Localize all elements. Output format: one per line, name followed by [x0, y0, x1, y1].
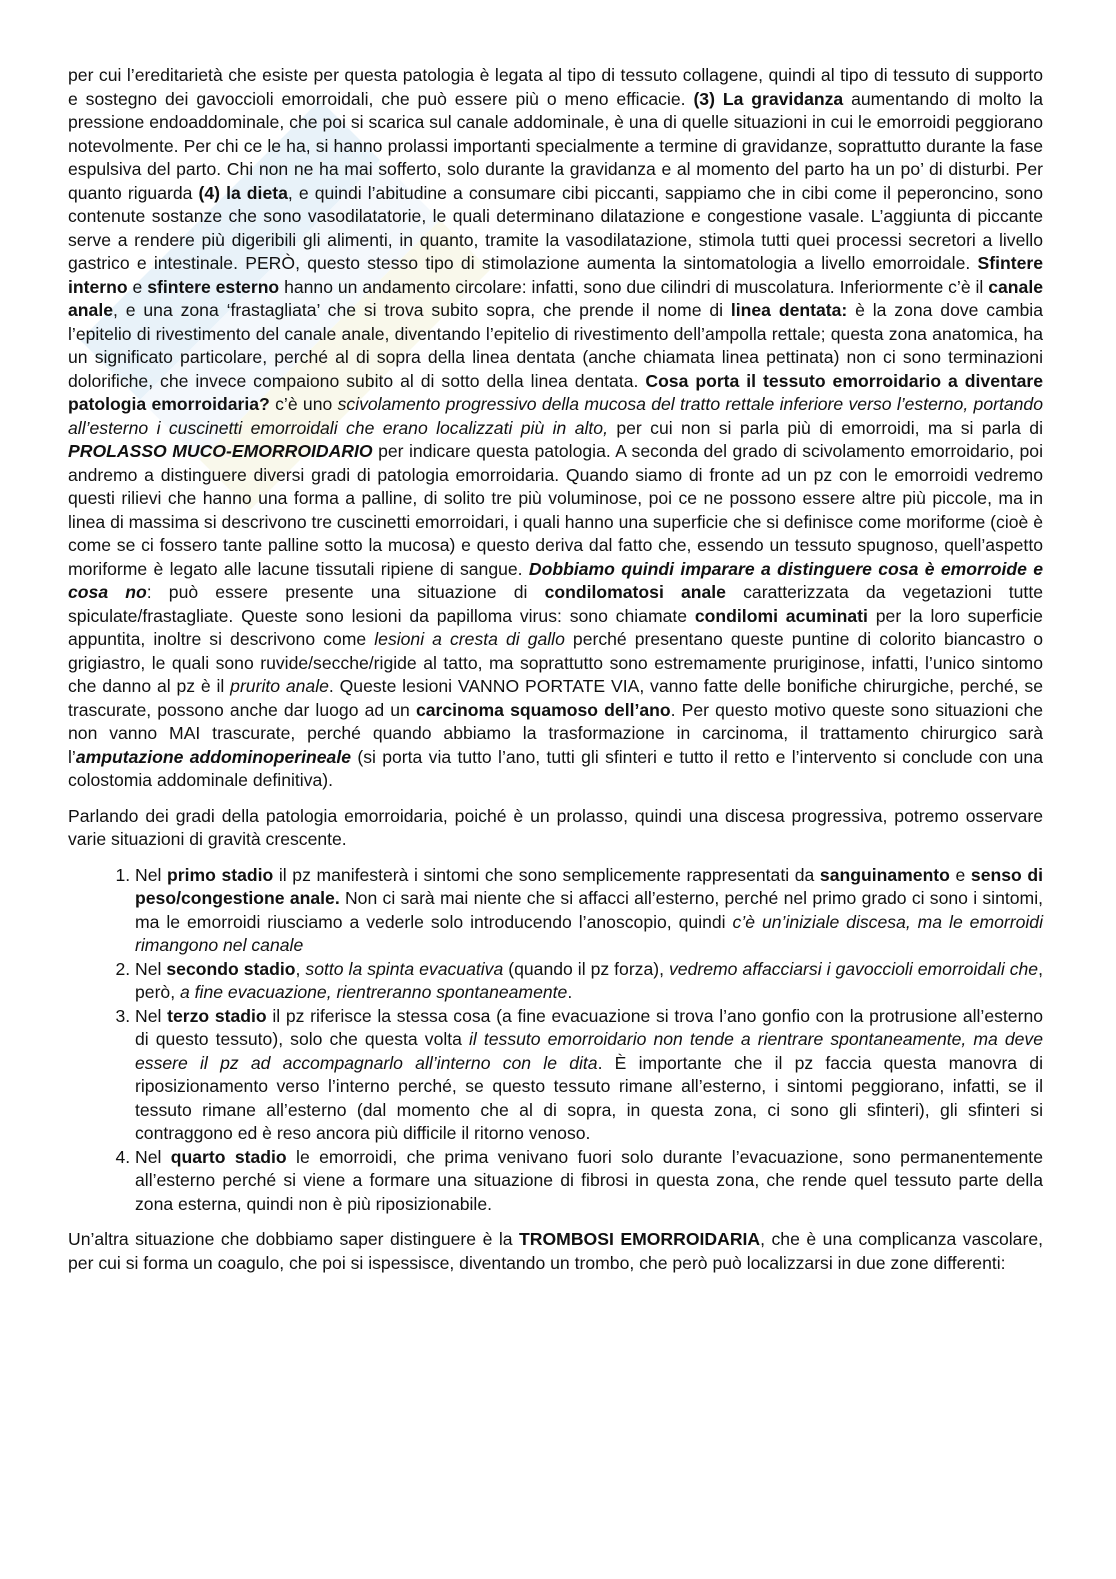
paragraph-1: per cui l’ereditarietà che esiste per questa patologia è legata al tipo di tessuto collagene, quindi al tipo di tessuto di supporto e sostegno dei gavoccioli emorroidali, che può essere più o meno efficacie. (3) La gravidanza aumentando di molto la pressione endoaddominale, che poi si scarica sul canale addominale, è una di quelle situazioni in cui le emorroidi peggiorano notevolmente. Per chi ce le ha, si hanno prolassi importanti specialmente a termine di gravidanze, soprattutto durante la fase espulsiva del parto. Chi non ne ha mai sofferto, solo durante la gravidanza e al momento del parto ha un po’ di disturbi. Per quanto riguarda (4) la dieta, e quindi l’abitudine a consumare cibi piccanti, sappiamo che in cibi come il peperoncino, sono contenute sostanze che sono vasodilatatorie, le quali determinano dilatazione e congestione vasale. L’aggiunta di piccante serve a rendere più digeribili gli alimenti, in quanto, tramite la vasodilatazione, stimola tutti quei processi secretori a livello gastrico e intestinale. PERÒ, questo stesso tipo di stimolazione aumenta la sintomatologia a livello emorroidale. Sfintere interno e sfintere esterno hanno un andamento circolare: infatti, sono due cilindri di muscolatura. Inferiormente c’è il canale anale, e una zona ‘frastagliata’ che si trova subito sopra, che prende il nome di linea dentata: è la zona dove cambia l’epitelio di rivestimento del canale anale, diventando l’epitelio di rivestimento dell’ampolla rettale; questa zona anatomica, ha un significato particolare, perché al di sopra della linea dentata (anche chiamata linea pettinata) non ci sono terminazioni dolorifiche, che invece compaiono subito al di sotto della linea dentata. Cosa porta il tessuto emorroidario a diventare patologia emorroidaria? c’è uno scivolamento progressivo della mucosa del tratto rettale inferiore verso l’esterno, portando all’esterno i cuscinetti emorroidali che erano localizzati più in alto, per cui non si parla più di emorroidi, ma si parla di PROLASSO MUCO-EMORROIDARIO per indicare questa patologia. A seconda del grado di scivolamento emorroidario, poi andremo a distinguere diversi gradi di patologia emorroidaria. Quando siamo di fronte ad un pz con le emorroidi vedremo questi rilievi che hanno una forma a palline, di solito tre più voluminose, poi ce ne possono essere altre più piccole, ma in linea di massima si descrivono tre cuscinetti emorroidari, i quali hanno una superficie che si definisce come moriforme (cioè è come se ci fossero tante palline sotto la mucosa) e questo deriva dal fatto che, essendo un tessuto spugnoso, quell’aspetto moriforme è legato alle lacune tissutali ripiene di sangue. Dobbiamo quindi imparare a distinguere cosa è emorroide e cosa no: può essere presente una situazione di condilomatosi anale caratterizzata da vegetazioni tutte spiculate/frastagliate. Queste sono lesioni da papilloma virus: sono chiamate condilomi acuminati per la loro superficie appuntita, inoltre si descrivono come lesioni a cresta di gallo perché presentano queste puntine di colorito biancastro o grigiastro, le quali sono ruvide/secche/rigide al tatto, ma soprattutto sono estremamente pruriginose, infatti, l’unico sintomo che danno al pz è il prurito anale. Queste lesioni VANNO PORTATE VIA, vanno fatte delle bonifiche chirurgiche, perché, se trascurate, possono anche dar luogo ad un carcinoma squamoso dell’ano. Per questo motivo queste sono situazioni che non vanno MAI trascurate, perché quando abbiamo la trasformazione in carcinoma, il trattamento chirurgico sarà l’amputazione addominoperineale (si porta via tutto l’ano, tutti gli sfinteri e tutto il retto e l’intervento si conclude con una colostomia addominale definitiva). — [68, 65, 1044, 790]
document-page — [68, 64, 1043, 1287]
paragraph-3: Un’altra situazione che dobbiamo saper distinguere è la TROMBOSI EMORROIDARIA, che è una complicanza vascolare, per cui si forma un coagulo, che poi si ispessisce, diventando un trombo, che però può localizzarsi in due zone differenti: — [68, 1229, 1043, 1273]
list-item-stage-2: 2. Nel secondo stadio, sotto la spinta evacuativa (quando il pz forza), vedremo affacciarsi i gavoccioli emorroidali che, però, a fine evacuazione, rientreranno spontaneamente. — [135, 958, 1043, 1005]
list-item-stage-3: 3. Nel terzo stadio il pz riferisce la stessa cosa (a fine evacuazione si trova l’ano gonfio con la protrusione all’esterno di questo tessuto), solo che questa volta il tessuto emorroidario non tende a rientrare spontaneamente, ma deve essere il pz ad accompagnarlo all’interno con le dita. È importante che il pz faccia questa manovra di riposizionamento verso l’interno perché, se questo tessuto rimane all’esterno, i sintomi peggiorano, infatti, se il tessuto rimane all’esterno (dal momento che al di sopra, in questa zona, ci sono gli sfinteri), gli sfinteri si contraggono ed è reso ancora più difficile il ritorno venoso. — [135, 1005, 1043, 1146]
list-item-stage-1: 1. Nel primo stadio il pz manifesterà i sintomi che sono semplicemente rappresentati da sanguinamento e senso di peso/congestione anale. Non ci sarà mai niente che si affacci all’esterno, perché nel primo grado ci sono i sintomi, ma le emorroidi riusciamo a vederle solo introducendo l’anoscopio, quindi c’è un’iniziale discesa, ma le emorroidi rimangono nel canale — [135, 864, 1043, 958]
list-item-stage-4: 4. Nel quarto stadio le emorroidi, che prima venivano fuori solo durante l’evacuazione, sono permanentemente all’esterno perché si viene a formare una situazione di fibrosi in questa zona, che rende quel tessuto parte della zona esterna, quindi non è più riposizionabile. — [135, 1146, 1043, 1217]
stages-list — [68, 864, 1043, 1217]
paragraph-2: Parlando dei gradi della patologia emorroidaria, poiché è un prolasso, quindi una discesa progressiva, potremo osservare varie situazioni di gravità crescente. — [68, 805, 1043, 849]
